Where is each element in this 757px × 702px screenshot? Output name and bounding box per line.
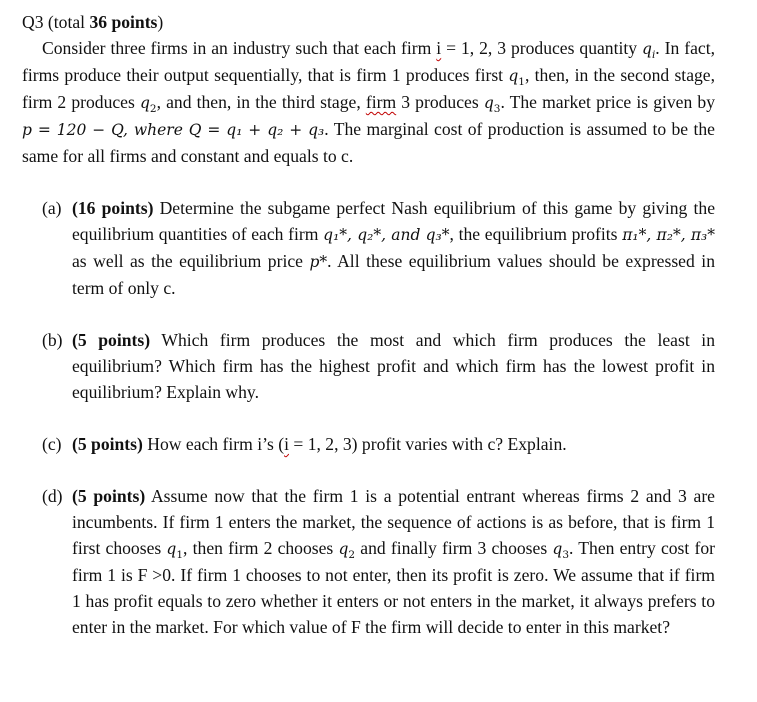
question-intro: [22, 35, 715, 169]
question-document: [22, 9, 715, 640]
part-d-text-4: . Then entry cost for firm 1 is F >0. If firm 1 chooses to not enter, then its profit is zero. We assume that if firm 1 has profit equals to zero whether it enters or not enters in the market, it always prefers to enter in the market. For which value of F the firm will decide to enter in this market?: [72, 538, 715, 637]
index-i-c: i: [284, 434, 289, 454]
part-a-text-4: . All these equilibrium values should be expressed in term of only c.: [72, 251, 715, 298]
question-label: Q3: [22, 12, 44, 32]
part-b: [22, 327, 715, 405]
intro-text-2: = 1, 2, 3 produces quantity: [441, 38, 642, 58]
part-c-text-1: How each firm i’s (: [142, 434, 285, 454]
part-d-text-1: Assume now that the firm 1 is a potential entrant whereas firms 2 and 3 are incumbents. If firm 1 enters the market, the sequence of actions is as before, that is firm 1 first chooses: [72, 486, 715, 558]
equilibrium-quantities: q₁*, q₂*, and q₃*: [323, 226, 450, 244]
part-b-points: (5 points): [72, 330, 151, 350]
var-q2-d: $q_2$: [338, 540, 356, 562]
total-open: (total: [47, 12, 90, 32]
part-c-text-2: = 1, 2, 3) profit varies with c? Explain.: [288, 434, 567, 454]
part-c-label: (c): [42, 434, 62, 454]
part-b-text: Which firm produces the most and which firm produces the least in equilibrium? Which firm has the highest profit and which firm has the lowest profit in equilibrium? Explain why.: [72, 330, 715, 402]
intro-text-5: , and then, in the third stage,: [156, 92, 366, 112]
var-q1: $q_1$: [508, 67, 525, 89]
total-close: ): [157, 12, 164, 32]
part-c: [22, 431, 715, 457]
part-a-label: (a): [42, 198, 62, 218]
part-a-points: (16 points): [72, 198, 154, 218]
part-a-text-1: Determine the subgame perfect Nash equilibrium of this game by giving the equilibrium quantities of each firm: [72, 198, 715, 244]
intro-text-1: Consider three firms in an industry such that each firm: [42, 38, 437, 58]
var-q3: $q_3$: [483, 94, 501, 116]
equilibrium-price: p*: [309, 253, 328, 271]
part-a: [22, 195, 715, 301]
part-a-text-3: as well as the equilibrium price: [72, 251, 310, 271]
part-d: [22, 483, 715, 640]
part-b-label: (b): [42, 330, 63, 350]
part-c-points: (5 points): [72, 434, 143, 454]
total-points: 36 points: [89, 12, 158, 32]
part-d-label: (d): [42, 486, 63, 506]
question-title: [22, 9, 715, 35]
var-q1-d: $q_1$: [166, 540, 184, 562]
intro-text-7: . The market price is given by: [500, 92, 715, 112]
intro-text-4: , then, in the second stage, firm 2 produces: [22, 65, 716, 112]
intro-text-6: 3 produces: [396, 92, 484, 112]
part-a-text-2: , the equilibrium profits: [449, 224, 623, 244]
intro-text-3: . In fact, firms produce their output sequentially, that is firm 1 produces first: [22, 38, 715, 85]
word-firm: firm: [365, 92, 397, 112]
part-d-text-3: and finally firm 3 chooses: [355, 538, 553, 558]
price-equation: p = 120 − Q, where Q = q₁ + q₂ + q₃: [22, 121, 325, 139]
var-q3-d: $q_3$: [552, 540, 569, 562]
equilibrium-profits: π₁*, π₂*, π₃*: [622, 226, 715, 244]
part-d-points: (5 points): [72, 486, 146, 506]
part-d-text-2: , then firm 2 chooses: [183, 538, 339, 558]
var-qi: $q_i$: [642, 40, 656, 62]
var-q2: $q_2$: [139, 94, 157, 116]
intro-text-8: . The marginal cost of production is assumed to be the same for all firms and constant and equals to c.: [22, 119, 715, 166]
index-i: i: [436, 38, 442, 58]
